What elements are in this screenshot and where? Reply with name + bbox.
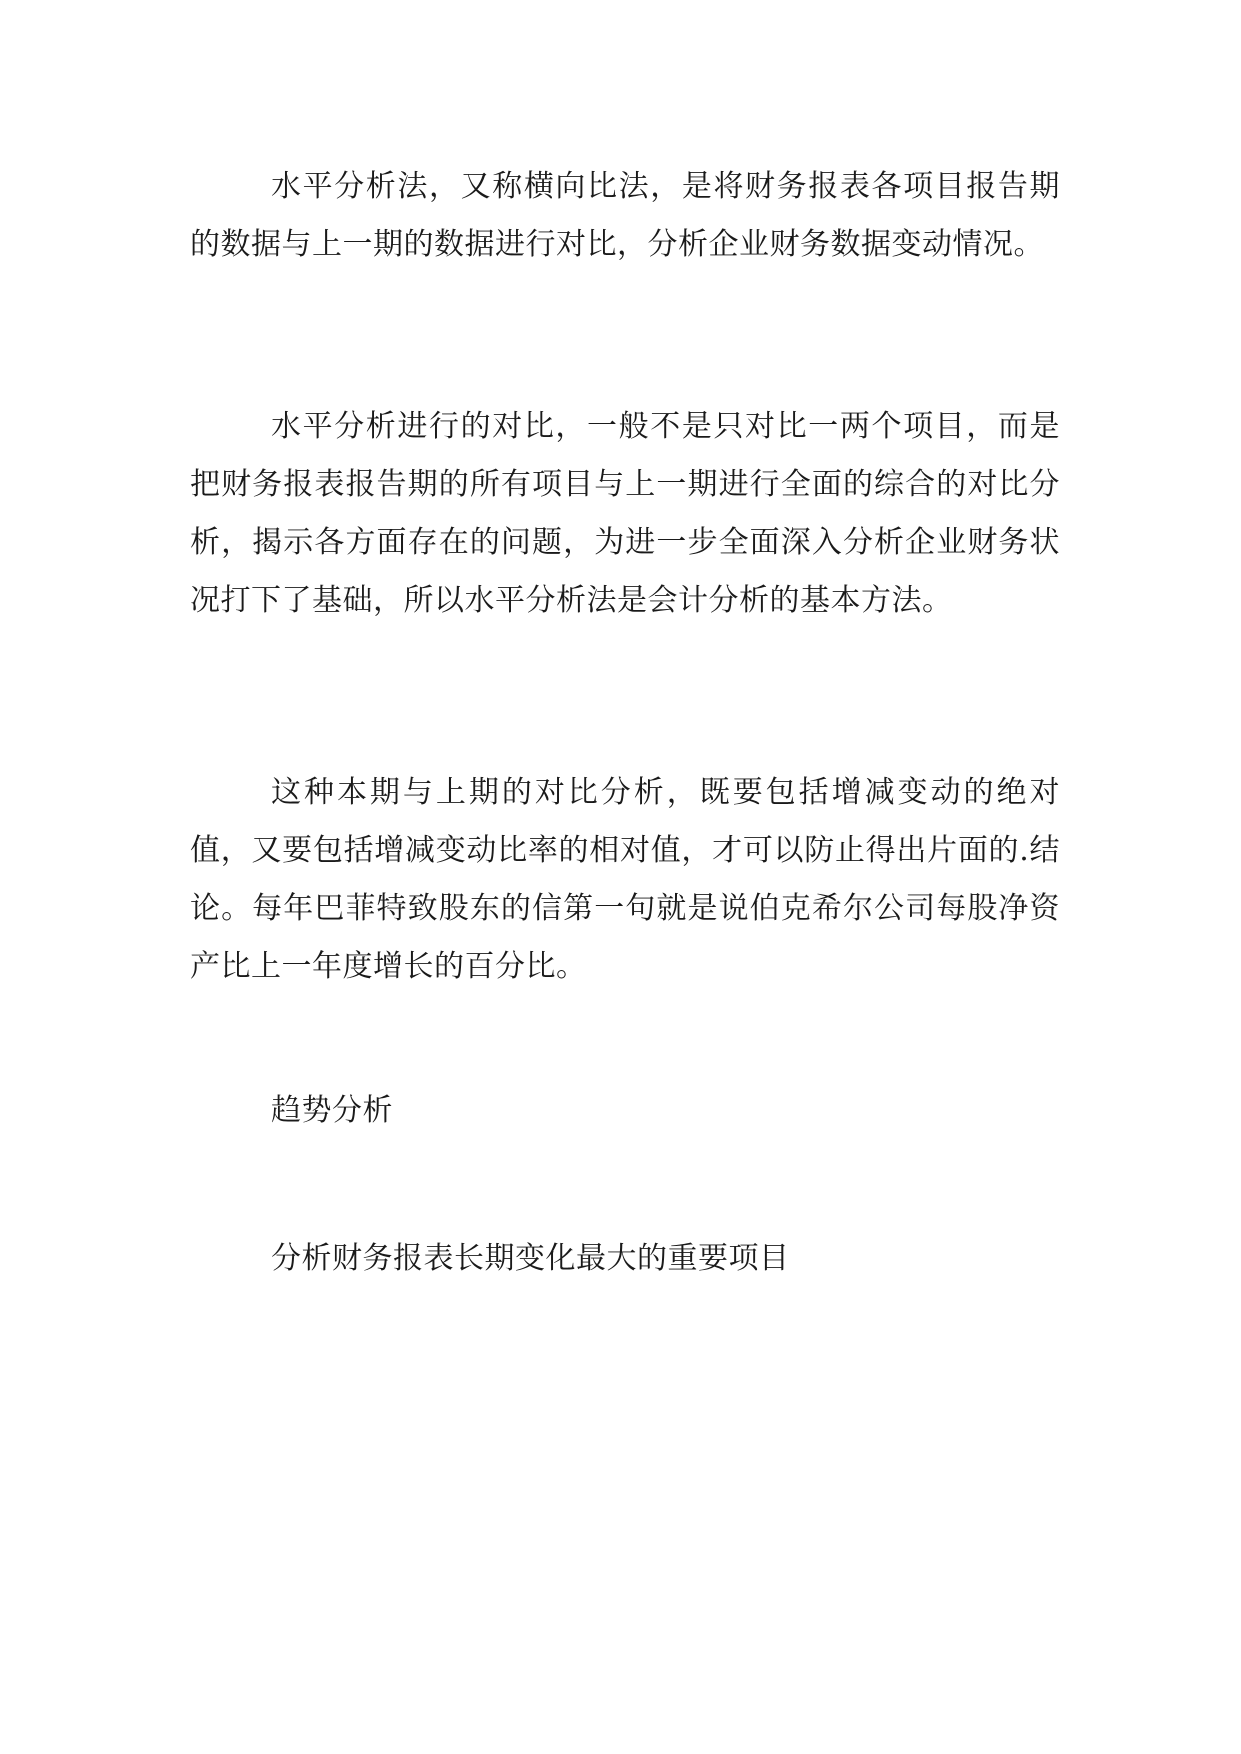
paragraph-long-term-items: 分析财务报表长期变化最大的重要项目 (271, 1241, 790, 1276)
paragraph-period-comparison: 这种本期与上期的对比分析，既要包括增减变动的绝对值，又要包括增减变动比率的相对值，才可以防止得出片面的.结论。每年巴菲特致股东的信第一句就是说伯克希尔公司每股净资产比上一年度增长的百分比。 (190, 775, 1060, 984)
paragraph-horizontal-analysis-comparison: 水平分析进行的对比，一般不是只对比一两个项目，而是把财务报表报告期的所有项目与上一期进行全面的综合的对比分析，揭示各方面存在的问题，为进一步全面深入分析企业财务状况打下了基础，所以水平分析法是会计分析的基本方法。 (190, 409, 1060, 618)
paragraph-horizontal-analysis-definition: 水平分析法，又称横向比法，是将财务报表各项目报告期的数据与上一期的数据进行对比，分析企业财务数据变动情况。 (190, 169, 1060, 262)
section-heading-trend-analysis: 趋势分析 (271, 1093, 393, 1128)
